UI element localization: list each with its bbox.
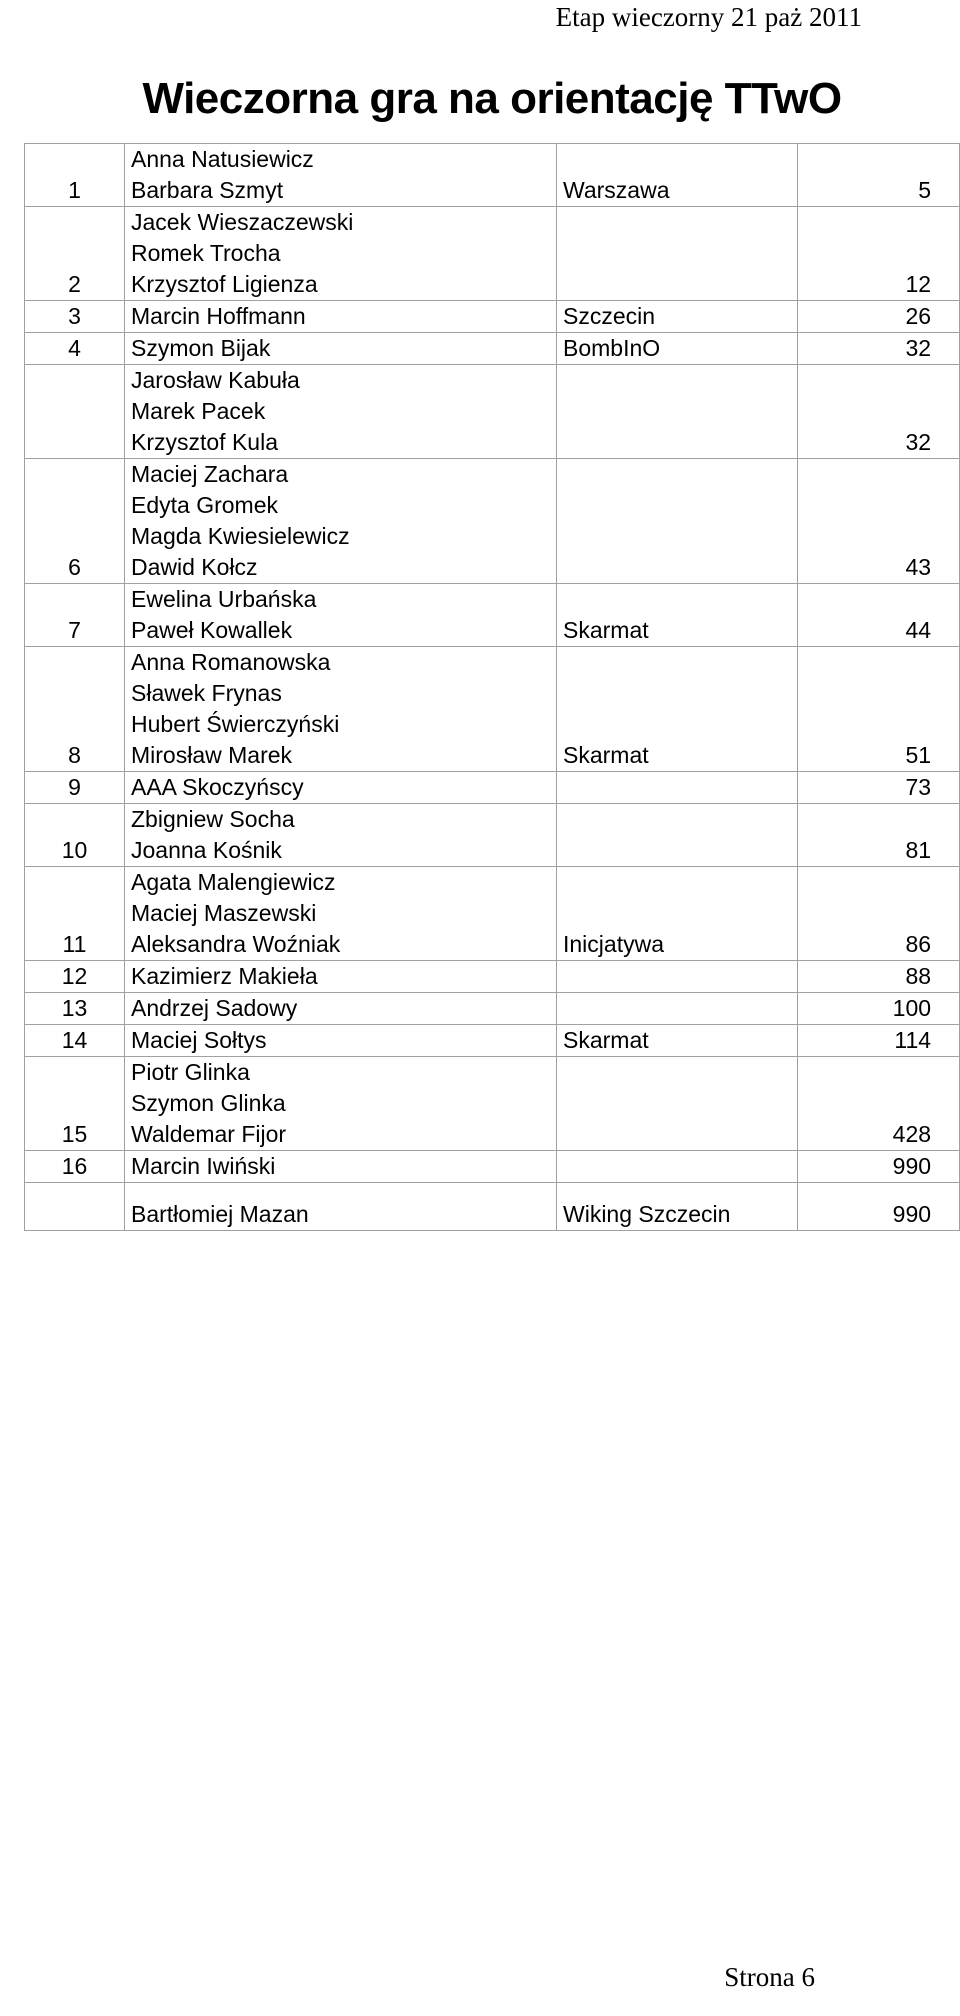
club-cell [557, 1151, 798, 1183]
participant-name: Marcin Hoffmann [131, 303, 306, 329]
participant-name: Edyta Gromek [131, 492, 278, 518]
table-row [25, 1025, 960, 1057]
names-cell [125, 1151, 557, 1183]
points-cell: 26 [798, 301, 960, 333]
participant-name: Krzysztof Ligienza [131, 271, 318, 297]
participant-name: Zbigniew Socha [131, 806, 295, 832]
club-cell [557, 993, 798, 1025]
participant-name: Aleksandra Woźniak [131, 931, 341, 957]
table-row [25, 207, 960, 301]
participant-name: Szymon Glinka [131, 1090, 286, 1116]
points-cell: 5 [798, 144, 960, 207]
names-cell [125, 365, 557, 459]
rank-cell: 3 [25, 301, 125, 333]
club-cell: BombInO [557, 333, 798, 365]
points-cell: 100 [798, 993, 960, 1025]
page-header: Etap wieczorny 21 paż 2011 [555, 2, 862, 32]
names-cell [125, 867, 557, 961]
table-row [25, 804, 960, 867]
club-cell: Inicjatywa [557, 867, 798, 961]
participant-name: Barbara Szmyt [131, 177, 284, 203]
club-cell: Szczecin [557, 301, 798, 333]
points-cell: 12 [798, 207, 960, 301]
rank-cell: 10 [25, 804, 125, 867]
participant-name: Maciej Sołtys [131, 1027, 267, 1053]
participant-name: Paweł Kowallek [131, 617, 293, 643]
participant-name: Dawid Kołcz [131, 554, 258, 580]
club-cell [557, 365, 798, 459]
names-cell [125, 993, 557, 1025]
names-cell [125, 144, 557, 207]
names-cell [125, 804, 557, 867]
participant-name: Maciej Maszewski [131, 900, 317, 926]
participant-name: Sławek Frynas [131, 680, 282, 706]
names-cell [125, 961, 557, 993]
participant-name: Anna Natusiewicz [131, 146, 314, 172]
table-row [25, 961, 960, 993]
points-cell: 114 [798, 1025, 960, 1057]
table-row [25, 867, 960, 961]
rank-cell: 12 [25, 961, 125, 993]
page-number: Strona 6 [724, 1962, 815, 1992]
participant-name: Kazimierz Makieła [131, 963, 318, 989]
participant-name: Hubert Świerczyński [131, 711, 340, 737]
participant-name: Bartłomiej Mazan [131, 1201, 309, 1227]
names-cell [125, 584, 557, 647]
club-cell: Wiking Szczecin [557, 1183, 798, 1231]
names-cell [125, 1183, 557, 1231]
club-cell [557, 207, 798, 301]
participant-name: Agata Malengiewicz [131, 869, 336, 895]
participant-name: Jacek Wieszaczewski [131, 209, 354, 235]
club-cell: Skarmat [557, 1025, 798, 1057]
points-cell: 73 [798, 772, 960, 804]
club-cell [557, 772, 798, 804]
points-cell: 32 [798, 365, 960, 459]
participant-name: Marek Pacek [131, 398, 266, 424]
points-cell: 44 [798, 584, 960, 647]
club-cell [557, 1057, 798, 1151]
participant-name: AAA Skoczyńscy [131, 774, 304, 800]
rank-cell: 7 [25, 584, 125, 647]
points-cell: 428 [798, 1057, 960, 1151]
table-row [25, 584, 960, 647]
names-cell [125, 459, 557, 584]
club-cell [557, 961, 798, 993]
points-cell: 81 [798, 804, 960, 867]
page-title: Wieczorna gra na orientację TTwO [25, 55, 960, 144]
participant-name: Andrzej Sadowy [131, 995, 298, 1021]
participant-name: Piotr Glinka [131, 1059, 250, 1085]
table-row [25, 1183, 960, 1231]
rank-cell: 9 [25, 772, 125, 804]
table-row [25, 647, 960, 772]
rank-cell [25, 365, 125, 459]
points-cell: 51 [798, 647, 960, 772]
participant-name: Szymon Bijak [131, 335, 271, 361]
names-cell [125, 772, 557, 804]
club-cell: Warszawa [557, 144, 798, 207]
table-row [25, 333, 960, 365]
rank-cell: 13 [25, 993, 125, 1025]
rank-cell: 11 [25, 867, 125, 961]
rank-cell: 2 [25, 207, 125, 301]
points-cell: 86 [798, 867, 960, 961]
points-cell: 990 [798, 1151, 960, 1183]
table-row [25, 993, 960, 1025]
rank-cell: 6 [25, 459, 125, 584]
rank-cell: 15 [25, 1057, 125, 1151]
participant-name: Mirosław Marek [131, 742, 293, 768]
names-cell [125, 647, 557, 772]
names-cell [125, 1025, 557, 1057]
points-cell: 32 [798, 333, 960, 365]
points-cell: 88 [798, 961, 960, 993]
table-row [25, 1057, 960, 1151]
results-table [24, 55, 960, 1231]
participant-name: Marcin Iwiński [131, 1153, 276, 1179]
points-cell: 43 [798, 459, 960, 584]
participant-name: Romek Trocha [131, 240, 281, 266]
club-cell [557, 804, 798, 867]
names-cell [125, 333, 557, 365]
table-row [25, 365, 960, 459]
names-cell [125, 301, 557, 333]
table-row [25, 1151, 960, 1183]
club-cell: Skarmat [557, 647, 798, 772]
rank-cell: 4 [25, 333, 125, 365]
club-cell: Skarmat [557, 584, 798, 647]
table-row [25, 144, 960, 207]
names-cell [125, 1057, 557, 1151]
rank-cell [25, 1183, 125, 1231]
participant-name: Joanna Kośnik [131, 837, 282, 863]
table-row [25, 459, 960, 584]
title-row [25, 55, 960, 144]
table-row [25, 772, 960, 804]
rank-cell: 1 [25, 144, 125, 207]
rank-cell: 8 [25, 647, 125, 772]
participant-name: Magda Kwiesielewicz [131, 523, 350, 549]
participant-name: Maciej Zachara [131, 461, 289, 487]
participant-name: Krzysztof Kula [131, 429, 278, 455]
names-cell [125, 207, 557, 301]
participant-name: Ewelina Urbańska [131, 586, 317, 612]
points-cell: 990 [798, 1183, 960, 1231]
table-row [25, 301, 960, 333]
participant-name: Anna Romanowska [131, 649, 331, 675]
rank-cell: 16 [25, 1151, 125, 1183]
rank-cell: 14 [25, 1025, 125, 1057]
club-cell [557, 459, 798, 584]
participant-name: Waldemar Fijor [131, 1121, 287, 1147]
participant-name: Jarosław Kabuła [131, 367, 300, 393]
